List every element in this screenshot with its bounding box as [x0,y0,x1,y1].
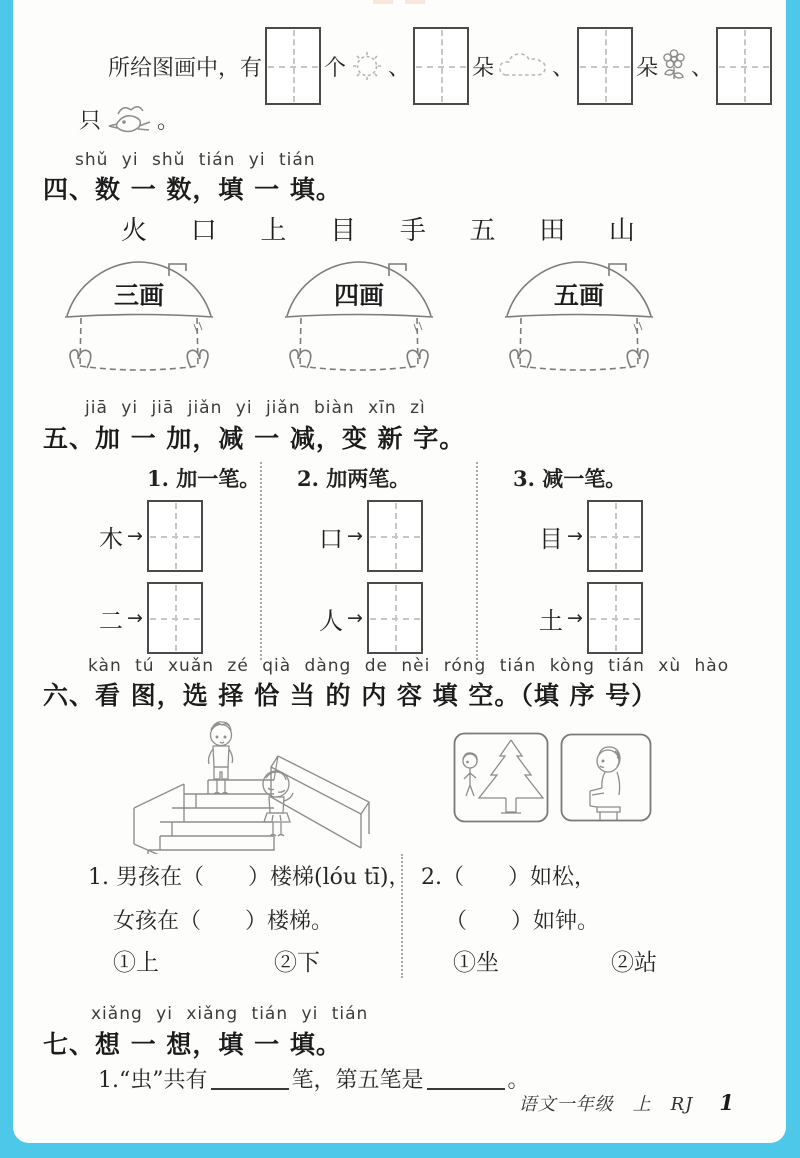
answer-box[interactable] [587,582,643,654]
house-label: 四画 [333,281,385,310]
transform-item [319,500,423,572]
section5-subtitle-1: 1. 加一笔。 [147,466,261,491]
character-shang: 上 [260,216,287,246]
separator-mark: 、 [691,55,714,81]
fill-in-blank-fifth-stroke[interactable] [427,1068,505,1090]
source-character: 二 [99,606,123,635]
house-answer-three-strokes[interactable] [61,254,217,376]
answer-box[interactable] [147,582,203,654]
option-xia: ②下 [274,950,320,976]
item1-prefix: 1.“虫”共有 [98,1068,208,1093]
character-kou: 口 [190,216,217,246]
option-shang: ①上 [113,950,159,976]
sun-icon [349,48,385,84]
section7-item1 [98,1063,530,1094]
character-wu: 五 [469,216,496,246]
section4-pinyin: shǔ yi shǔ tián yi tián [75,150,316,170]
answer-box[interactable] [367,500,423,572]
character-mu-eye: 目 [330,216,357,246]
character-shan: 山 [608,216,635,246]
measure-word-zhi: 只 [79,108,102,134]
stairs-illustration [126,712,372,854]
answer-box-flower-count[interactable] [577,27,633,105]
bird-icon [104,101,154,137]
house-label: 三画 [113,281,165,310]
question1-line2: 女孩在（ ）楼梯。 [113,909,334,934]
source-character: 土 [539,606,563,635]
house-label: 五画 [553,281,605,310]
arrow-icon: → [127,607,143,629]
column-divider [260,462,262,660]
answer-box-cloud-count[interactable] [413,27,469,105]
scan-artifact [405,0,425,4]
column-divider [476,462,478,660]
arrow-icon: → [567,607,583,629]
character-huo: 火 [121,216,148,246]
section7-title: 七、想 一 想，填 一 填。 [43,1030,342,1059]
source-character: 人 [319,606,343,635]
counting-sentence-prefix: 所给图画中，有 [108,55,263,81]
arrow-icon: → [347,525,363,547]
standing-by-tree-picture [453,732,549,823]
answer-box-sun-count[interactable] [265,27,321,105]
character-row [121,210,635,247]
item1-suffix: 。 [507,1068,530,1093]
flower-icon [661,49,688,84]
question2-line2: （ ）如钟。 [445,909,600,934]
character-tian: 田 [539,216,566,246]
item1-mid: 笔，第五笔是 [291,1068,424,1093]
answer-box[interactable] [147,500,203,572]
fill-in-blank-stroke-count[interactable] [211,1068,289,1090]
measure-word-duo1: 朵 [472,55,495,81]
transform-item [539,582,643,654]
measure-word-duo2: 朵 [636,55,659,81]
transform-item [99,582,203,654]
option-zhan: ②站 [611,950,657,976]
question2-options [453,944,657,977]
sitting-picture [560,733,652,822]
measure-word-ge: 个 [324,55,347,81]
arrow-icon: → [567,525,583,547]
counting-sentence-line1 [108,24,772,108]
section5-pinyin: jiā yi jiā jiǎn yi jiǎn biàn xīn zì [85,398,426,418]
source-character: 目 [539,524,563,553]
section5-subtitle-3: 3. 减一笔。 [513,466,627,491]
house-answer-four-strokes[interactable] [281,254,437,376]
transform-item [99,500,203,572]
separator-mark: 、 [552,55,575,81]
page-footer [519,1090,734,1116]
arrow-icon: → [347,607,363,629]
transform-item [539,500,643,572]
section6-pinyin: kàn tú xuǎn zé qià dàng de nèi róng tián kòng tián xù hào [88,656,730,676]
section7-pinyin: xiǎng yi xiǎng tián yi tián [91,1004,369,1024]
transform-item [319,582,423,654]
section4-title: 四、数 一 数，填 一 填。 [43,175,342,204]
option-zuo: ①坐 [453,950,499,976]
arrow-icon: → [127,525,143,547]
page-card [13,0,786,1143]
answer-box[interactable] [587,500,643,572]
answer-box[interactable] [367,582,423,654]
section5-title: 五、加 一 加，减 一 减，变 新 字。 [43,424,466,453]
question1-line1: 1. 男孩在（ ）楼梯(lóu tī)， [88,865,411,890]
house-answer-five-strokes[interactable] [501,254,657,376]
section5-subtitle-2: 2. 加两笔。 [297,466,411,491]
separator-mark: 、 [388,55,411,81]
scan-artifact [373,0,393,4]
question1-options [113,944,320,977]
source-character: 木 [99,524,123,553]
character-shou: 手 [399,216,426,246]
period-mark: 。 [157,108,180,134]
answer-box-bird-count[interactable] [716,27,772,105]
question2-line1: 2.（ ）如松， [421,865,596,890]
page-number: 1 [719,1090,734,1115]
book-title: 语文一年级 上 RJ [518,1094,694,1115]
cloud-icon [497,51,549,81]
source-character: 口 [319,524,343,553]
section6-title: 六、看 图，选 择 恰 当 的 内 容 填 空。（填 序 号） [43,681,658,710]
counting-sentence-line2 [79,98,179,140]
